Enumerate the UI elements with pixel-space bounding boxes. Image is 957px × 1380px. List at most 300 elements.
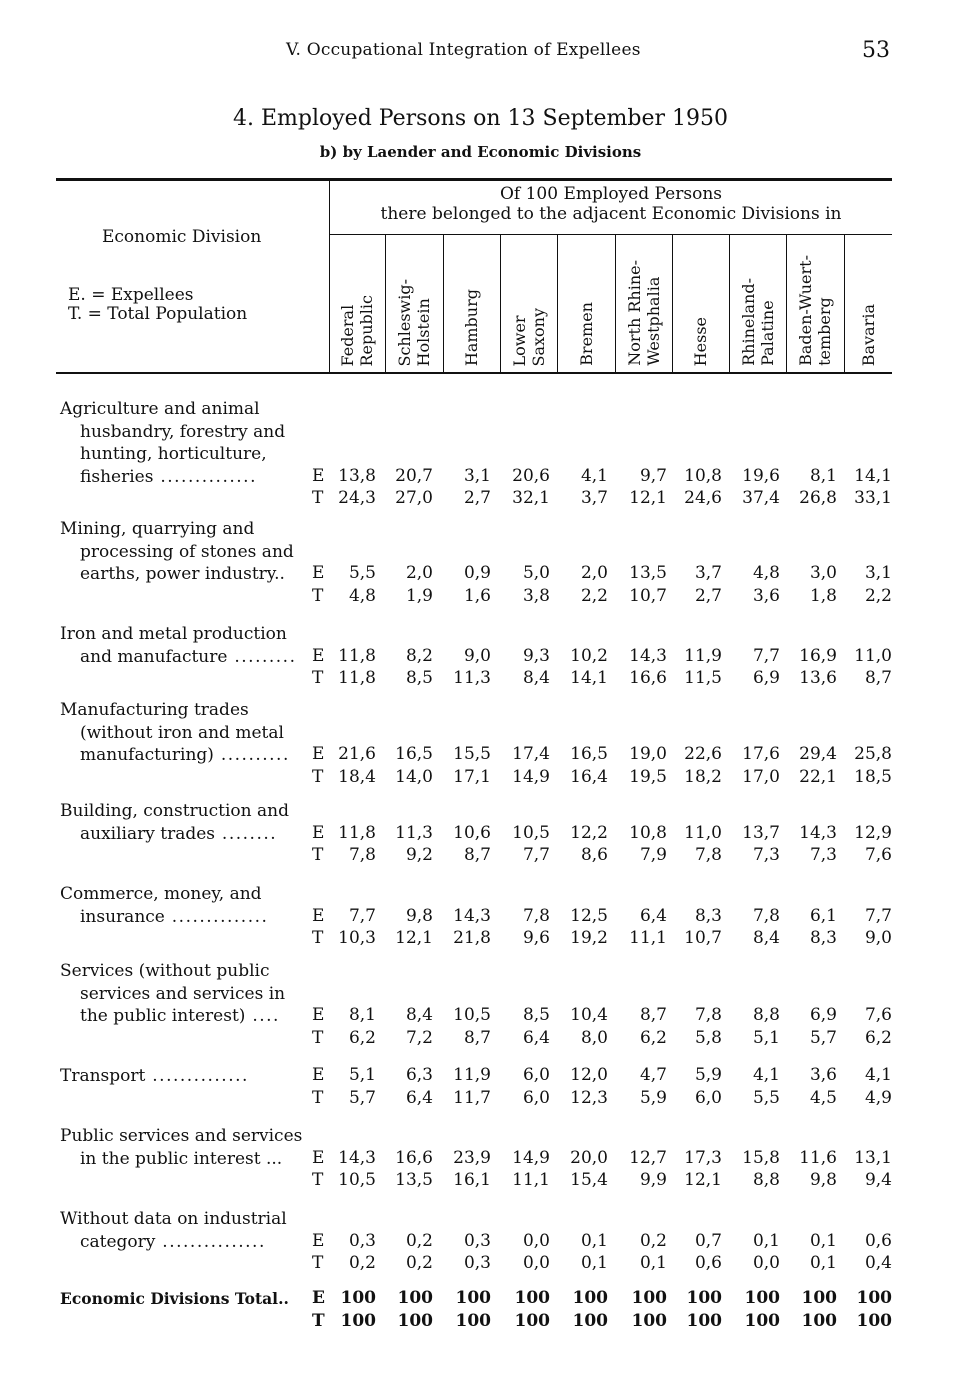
table-cell: 0,1: [809, 1230, 837, 1251]
column-header-line: Holstein: [414, 297, 433, 366]
row-label-text: hunting, horticulture,: [80, 444, 267, 464]
column-header-line: Saxony: [528, 307, 548, 366]
table-cell: 4,1: [580, 465, 608, 486]
row-label-text: Services (without public: [60, 961, 270, 981]
table-cell: 9,9: [639, 1170, 667, 1190]
total-marker: T: [312, 1027, 324, 1048]
table-cell: 100: [686, 1288, 722, 1308]
table-cell: 11,3: [453, 668, 491, 688]
row-label-text: husbandry, forestry and: [80, 421, 286, 442]
row-label-line: [60, 398, 312, 421]
row-label: [60, 1125, 312, 1170]
legend-expellees: E. = Expellees: [68, 285, 194, 305]
row-label-text: services and services in: [80, 983, 286, 1004]
table-cell: 15,5: [453, 744, 491, 764]
table-cell: 100: [572, 1310, 608, 1331]
table-cell: 10,5: [512, 822, 550, 843]
column-header: [329, 236, 385, 366]
table-cell: 20,0: [570, 1147, 608, 1168]
row-label: [60, 883, 312, 928]
row-label-line: [60, 1005, 312, 1028]
table-cell: 11,6: [799, 1147, 837, 1168]
table-cell: 2,0: [580, 563, 608, 583]
table-cell: 20,6: [512, 465, 550, 486]
column-header: [615, 236, 672, 366]
table-cell: 9,2: [405, 845, 433, 865]
table-cell: 24,6: [684, 488, 722, 508]
table-cell: 16,6: [395, 1147, 433, 1168]
running-title: V. Occupational Integration of Expellees: [286, 40, 641, 60]
table-cell: 7,8: [752, 905, 780, 926]
table-cell: 32,1: [512, 488, 550, 508]
leader-dots: .........: [227, 646, 297, 667]
expellees-marker: E: [312, 465, 325, 486]
table-cell: 8,7: [463, 1027, 491, 1048]
table-cell: 8,7: [463, 845, 491, 865]
table-cell: 5,7: [809, 1027, 837, 1048]
row-label-line: [60, 466, 312, 489]
column-header-text: [859, 304, 878, 366]
table-cell: 9,4: [864, 1170, 892, 1190]
table-cell: 0,4: [864, 1253, 892, 1273]
column-header: [729, 236, 786, 366]
row-label-line: [60, 1231, 312, 1254]
table-cell: 5,1: [752, 1027, 780, 1048]
row-label-text: fisheries: [80, 466, 154, 487]
row-label-text: Iron and metal production: [60, 624, 287, 644]
table-cell: 0,1: [752, 1230, 780, 1251]
row-label-line: [60, 983, 312, 1006]
table-cell: 14,9: [512, 766, 550, 787]
table-cell: 100: [686, 1310, 722, 1331]
table-cell: 17,3: [684, 1147, 722, 1168]
table-cell: 9,6: [522, 928, 550, 948]
table-cell: 8,4: [752, 928, 780, 948]
table-cell: 7,8: [694, 845, 722, 865]
row-label-text: auxiliary trades: [80, 823, 216, 844]
table-cell: 5,8: [694, 1027, 722, 1048]
column-header: [672, 236, 729, 366]
column-header-line: Rhineland-: [738, 278, 758, 366]
table-cell: 8,5: [522, 1005, 550, 1025]
expellees-marker: E: [312, 1065, 325, 1085]
table-cell: 10,8: [629, 822, 667, 843]
table-cell: 7,6: [864, 1005, 892, 1025]
table-cell: 12,1: [395, 928, 433, 948]
table-cell: 0,3: [463, 1253, 491, 1273]
leader-dots: ..............: [153, 466, 257, 487]
row-label-line: [60, 518, 312, 541]
table-cell: 11,8: [338, 822, 376, 843]
table-cell: 0,7: [694, 1230, 722, 1251]
table-cell: 100: [631, 1310, 667, 1331]
table-cell: 5,5: [348, 563, 376, 583]
table-cell: 10,8: [684, 465, 722, 486]
page-number: 53: [862, 38, 890, 63]
table-cell: 11,9: [684, 645, 722, 666]
table-cell: 100: [514, 1310, 550, 1331]
expellees-marker: E: [312, 645, 325, 666]
table-cell: 18,2: [684, 766, 722, 787]
row-label-text: the public interest): [80, 1006, 246, 1026]
row-label-text: Building, construction and: [60, 801, 289, 821]
table-cell: 8,3: [694, 905, 722, 926]
table-cell: 0,6: [864, 1230, 892, 1251]
table-cell: 4,7: [639, 1065, 667, 1085]
table-cell: 4,1: [864, 1065, 892, 1085]
table-cell: 14,0: [395, 766, 433, 787]
table-cell: 9,0: [463, 645, 491, 666]
table-cell: 14,1: [570, 668, 608, 688]
row-label-line: [60, 699, 312, 722]
table-cell: 21,6: [338, 744, 376, 764]
table-cell: 29,4: [799, 744, 837, 764]
table-cell: 4,9: [864, 1087, 892, 1108]
table-cell: 100: [397, 1288, 433, 1308]
table-cell: 6,3: [405, 1065, 433, 1085]
row-label-text: Public services and services: [60, 1126, 303, 1146]
table-cell: 22,6: [684, 744, 722, 764]
table-cell: 8,1: [809, 465, 837, 486]
table-cell: 100: [631, 1288, 667, 1308]
table-cell: 100: [397, 1310, 433, 1331]
column-header-text: [739, 278, 777, 366]
table-cell: 0,3: [348, 1230, 376, 1251]
table-cell: 100: [801, 1288, 837, 1308]
table-cell: 13,5: [629, 563, 667, 583]
table-cell: 16,6: [629, 668, 667, 688]
table-cell: 4,1: [752, 1065, 780, 1085]
table-cell: 100: [801, 1310, 837, 1331]
table-cell: 2,7: [694, 585, 722, 606]
row-label: [60, 1288, 312, 1311]
total-marker: T: [312, 668, 324, 688]
table-cell: 6,4: [522, 1027, 550, 1048]
row-label-line: [60, 443, 312, 466]
table-cell: 7,6: [864, 845, 892, 865]
row-label-line: [60, 883, 312, 906]
expellees-marker: E: [312, 822, 325, 843]
table-cell: 0,3: [463, 1230, 491, 1251]
table-cell: 10,2: [570, 645, 608, 666]
expellees-marker: E: [312, 1147, 325, 1168]
row-label-line: [60, 623, 312, 646]
table-cell: 100: [514, 1288, 550, 1308]
column-header-text: [796, 255, 834, 366]
expellees-marker: E: [312, 905, 325, 926]
table-cell: 12,3: [570, 1087, 608, 1108]
table-cell: 19,2: [570, 928, 608, 948]
top-rule: [56, 178, 892, 181]
row-label-text: category: [80, 1231, 156, 1252]
table-cell: 13,8: [338, 465, 376, 486]
leader-dots: ..............: [145, 1066, 249, 1086]
row-label-line: [60, 906, 312, 929]
table-cell: 2,2: [864, 585, 892, 606]
table-cell: 25,8: [854, 744, 892, 764]
table-cell: 24,3: [338, 488, 376, 508]
table-cell: 7,3: [809, 845, 837, 865]
expellees-marker: E: [312, 563, 325, 583]
table-cell: 8,6: [580, 845, 608, 865]
table-cell: 8,7: [639, 1005, 667, 1025]
table-cell: 11,5: [684, 668, 722, 688]
table-cell: 3,7: [580, 488, 608, 508]
column-header: [786, 236, 844, 366]
column-header: [443, 236, 500, 366]
table-cell: 27,0: [395, 488, 433, 508]
table-cell: 12,2: [570, 822, 608, 843]
leader-dots: ..........: [213, 745, 290, 765]
column-header-line: Lower: [509, 314, 529, 366]
row-label-line: [60, 823, 312, 846]
table-cell: 19,6: [742, 465, 780, 486]
total-marker: T: [312, 766, 324, 787]
total-marker: T: [312, 488, 324, 508]
column-header: [385, 236, 443, 366]
table-cell: 0,6: [694, 1253, 722, 1273]
table-cell: 2,2: [580, 585, 608, 606]
row-label-text: Transport: [60, 1066, 146, 1086]
leader-dots: ..............: [164, 906, 269, 927]
table-cell: 18,5: [854, 766, 892, 787]
table-cell: 13,6: [799, 668, 837, 688]
table-cell: 12,7: [629, 1147, 667, 1168]
column-header-line: Westphalia: [643, 276, 663, 366]
table-cell: 5,7: [348, 1087, 376, 1108]
row-label-line: [60, 421, 312, 444]
row-label-line: [60, 960, 312, 983]
running-head: [0, 40, 957, 68]
row-label-text: processing of stones and: [80, 541, 294, 562]
column-header-line: Federal: [338, 304, 357, 366]
table-cell: 12,0: [570, 1065, 608, 1085]
row-label-line: [60, 1208, 312, 1231]
table-cell: 4,8: [752, 563, 780, 583]
table-cell: 100: [340, 1310, 376, 1331]
row-label-line: [60, 1288, 312, 1311]
table-cell: 8,7: [864, 668, 892, 688]
row-label-text: in the public interest ...: [80, 1148, 283, 1169]
table-cell: 10,3: [338, 928, 376, 948]
row-label: [60, 623, 312, 668]
table-cell: 17,1: [453, 766, 491, 787]
table-cell: 4,5: [809, 1087, 837, 1108]
table-cell: 7,8: [348, 845, 376, 865]
header-bottom-rule: [56, 372, 892, 374]
table-cell: 0,1: [639, 1253, 667, 1273]
table-cell: 0,0: [752, 1253, 780, 1273]
table-cell: 7,2: [405, 1027, 433, 1048]
total-marker: T: [312, 585, 324, 606]
table-cell: 10,5: [453, 1005, 491, 1025]
table-cell: 7,7: [752, 645, 780, 666]
table-cell: 3,0: [809, 563, 837, 583]
table-cell: 11,7: [453, 1087, 491, 1108]
spanner-line-2: there belonged to the adjacent Economic Divisions in: [380, 204, 842, 224]
table-cell: 14,9: [512, 1147, 550, 1168]
row-label: [60, 699, 312, 767]
table-cell: 4,8: [348, 585, 376, 606]
column-head-rule: [329, 234, 892, 235]
table-cell: 14,3: [338, 1147, 376, 1168]
leader-dots: ........: [215, 823, 278, 844]
row-label-line: [60, 541, 312, 564]
column-header-text: [625, 260, 663, 366]
total-marker: T: [312, 928, 324, 948]
column-header-line: Baden-Wuert-: [796, 255, 815, 366]
table-cell: 26,8: [799, 488, 837, 508]
table-cell: 6,1: [809, 905, 837, 926]
table-cell: 0,0: [522, 1253, 550, 1273]
table-cell: 6,4: [639, 905, 667, 926]
table-cell: 9,3: [522, 645, 550, 666]
table-cell: 11,1: [512, 1170, 550, 1190]
table-cell: 19,5: [629, 766, 667, 787]
row-label: [60, 518, 312, 586]
row-label-line: [60, 722, 312, 745]
table-cell: 5,0: [522, 563, 550, 583]
table-cell: 16,4: [570, 766, 608, 787]
row-label-text: Without data on industrial: [60, 1209, 287, 1229]
column-header-line: Schleswig-: [395, 278, 414, 366]
table-cell: 8,4: [522, 668, 550, 688]
row-label: [60, 398, 312, 488]
table-cell: 2,0: [405, 563, 433, 583]
column-header-text: [510, 308, 548, 367]
row-label-line: [60, 646, 312, 669]
table-cell: 15,4: [570, 1170, 608, 1190]
column-header-text: [462, 289, 481, 366]
table-cell: 6,2: [348, 1027, 376, 1048]
expellees-marker: E: [312, 744, 325, 764]
table-cell: 11,8: [338, 645, 376, 666]
row-label-text: earths, power industry..: [80, 564, 285, 584]
row-label-text: manufacturing): [80, 745, 214, 765]
table-cell: 11,9: [453, 1065, 491, 1085]
table-cell: 11,3: [395, 822, 433, 843]
table-cell: 3,7: [694, 563, 722, 583]
stub-header: Economic Division: [102, 227, 262, 247]
table-cell: 2,7: [463, 488, 491, 508]
table-cell: 1,9: [405, 585, 433, 606]
table-cell: 100: [744, 1310, 780, 1331]
table-cell: 12,1: [684, 1170, 722, 1190]
spanner-header: [330, 184, 892, 224]
table-cell: 100: [856, 1310, 892, 1331]
table-cell: 11,0: [854, 645, 892, 666]
table-cell: 12,1: [629, 488, 667, 508]
table-cell: 3,8: [522, 585, 550, 606]
table-cell: 100: [572, 1288, 608, 1308]
table-cell: 0,2: [405, 1230, 433, 1251]
expellees-marker: E: [312, 1230, 325, 1251]
column-header: [844, 236, 892, 366]
table-cell: 0,9: [463, 563, 491, 583]
table-cell: 11,0: [684, 822, 722, 843]
table-cell: 7,3: [752, 845, 780, 865]
table-cell: 6,9: [809, 1005, 837, 1025]
table-cell: 7,7: [864, 905, 892, 926]
table-cell: 6,4: [405, 1087, 433, 1108]
column-header-text: [395, 279, 433, 366]
column-header-line: North Rhine-: [624, 260, 644, 366]
total-marker: T: [312, 1253, 324, 1273]
table-cell: 8,2: [405, 645, 433, 666]
table-cell: 0,0: [522, 1230, 550, 1251]
table-cell: 5,1: [348, 1065, 376, 1085]
table-cell: 0,2: [639, 1230, 667, 1251]
row-label: [60, 1208, 312, 1253]
row-label: [60, 960, 312, 1028]
table-cell: 16,5: [395, 744, 433, 764]
row-label-text: Mining, quarrying and: [60, 519, 255, 539]
table-cell: 9,0: [864, 928, 892, 948]
table-cell: 15,8: [742, 1147, 780, 1168]
table-cell: 0,2: [405, 1253, 433, 1273]
table-cell: 7,7: [522, 845, 550, 865]
table-cell: 8,1: [348, 1005, 376, 1025]
column-header-text: [691, 317, 710, 366]
table-cell: 37,4: [742, 488, 780, 508]
total-marker: T: [312, 1170, 324, 1190]
table-cell: 20,7: [395, 465, 433, 486]
column-header-line: Bavaria: [858, 303, 878, 366]
row-label-text: Manufacturing trades: [60, 700, 249, 720]
table-cell: 100: [744, 1288, 780, 1308]
table-cell: 22,1: [799, 766, 837, 787]
table-cell: 0,1: [809, 1253, 837, 1273]
leader-dots: ...............: [155, 1231, 266, 1252]
column-header-line: Hesse: [691, 316, 710, 366]
column-header-line: Palatine: [757, 300, 777, 366]
table-cell: 16,9: [799, 645, 837, 666]
table-cell: 14,3: [629, 645, 667, 666]
table-cell: 12,9: [854, 822, 892, 843]
row-label-text: Economic Divisions Total..: [60, 1289, 289, 1308]
row-label-line: [60, 1148, 312, 1171]
table-cell: 10,7: [629, 585, 667, 606]
total-marker: T: [312, 1087, 324, 1108]
table-cell: 1,6: [463, 585, 491, 606]
row-label: [60, 800, 312, 845]
table-cell: 100: [340, 1288, 376, 1308]
table-cell: 13,5: [395, 1170, 433, 1190]
row-label-line: [60, 1065, 312, 1088]
table-cell: 7,9: [639, 845, 667, 865]
column-header-text: [577, 302, 596, 366]
table-cell: 10,7: [684, 928, 722, 948]
spanner-line-1: Of 100 Employed Persons: [499, 184, 722, 204]
table-cell: 100: [455, 1310, 491, 1331]
table-cell: 7,8: [694, 1005, 722, 1025]
column-header-line: Bremen: [576, 302, 596, 366]
row-label-line: [60, 800, 312, 823]
table-cell: 0,1: [580, 1230, 608, 1251]
column-header-line: Republic: [357, 294, 376, 366]
table-cell: 3,1: [463, 465, 491, 486]
table-subtitle: b) by Laender and Economic Divisions: [319, 143, 642, 161]
table-cell: 8,3: [809, 928, 837, 948]
row-label-line: [60, 1125, 312, 1148]
row-label-text: insurance: [80, 906, 165, 927]
column-header: [557, 236, 615, 366]
expellees-marker: E: [312, 1288, 325, 1308]
table-cell: 0,2: [348, 1253, 376, 1273]
table-cell: 6,0: [522, 1087, 550, 1108]
expellees-marker: E: [312, 1005, 325, 1025]
table-cell: 6,9: [752, 668, 780, 688]
